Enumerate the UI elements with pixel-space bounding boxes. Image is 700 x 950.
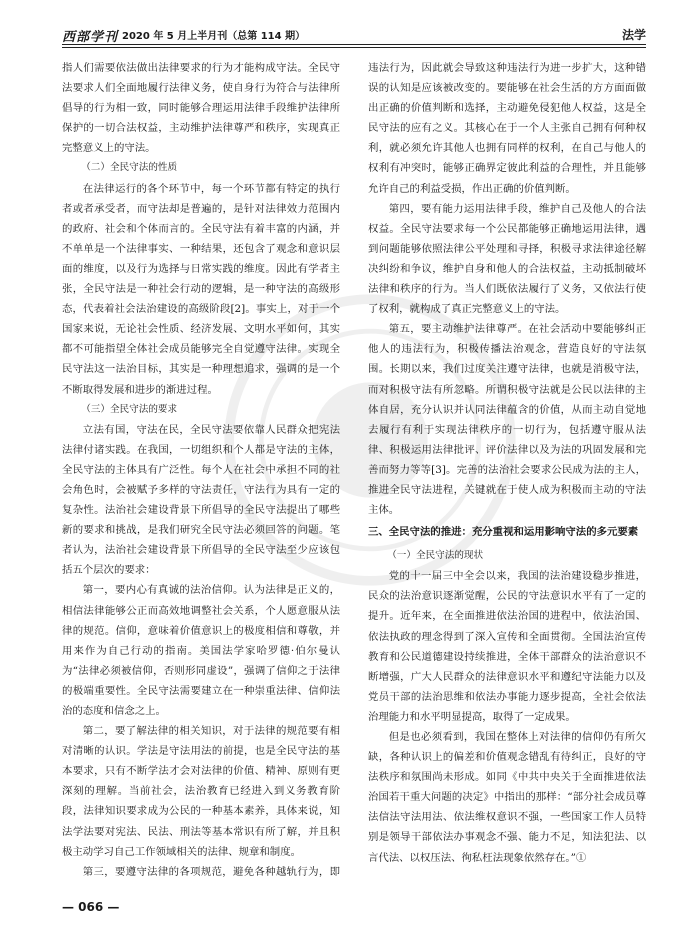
section-name: 法学 <box>621 28 646 42</box>
paragraph: 第五，要主动维护法律尊严。在社会活动中要能够纠正他人的违法行为，积极传播法治观念，营造良好的守法氛围。长期以来，我们过度关注遵守法律，也就是消极守法，而对积极守法有所忽略。所谓积极守法就是公民以法律的主体自居，充分认识并认同法律蕴含的价值，从而主动自觉地去履行有利于实现法律秩序的一切行为，包括遵守服从法律、积极运用法律批评、评价法律以及为法的巩固发展和完善而努力等等[3]。完善的法治社会要求公民成为法的主人，推进全民守法进程，关键就在于使人成为积极而主动的守法主体。 <box>368 323 646 517</box>
paragraph: 第三，要遵守法律的各项规范，避免各种越轨行为，即 <box>82 865 340 878</box>
paragraph: 立法有国，守法在民，全民守法要依靠人民群众把宪法法律付诸实践。在我国，一切组织和个人都是守法的主体，全民守法的主体具有广泛性。每个人在社会中承担不同的社会角色时，会被赋予多样的守法责任，守法行为具有一定的复杂性。法治社会建设背景下所倡导的全民守法提出了哪些新的要求和挑战，是我们研究全民守法必须回答的问题。笔者认为，法治社会建设背景下所倡导的全民守法至少应该包括五个层次的要求： <box>62 423 340 577</box>
subsection-heading: （一）全民守法的现状 <box>387 550 484 562</box>
left-column <box>62 58 340 878</box>
paragraph: 第四，要有能力运用法律手段，维护自己及他人的合法权益。全民守法要求每一个公民都能够正确地运用法律，遇到问题能够依照法律公平处理和寻择，积极寻求法律途径解决纠纷和争议，维护自身和他人的合法权益，主动抵制破坏法律和秩序的行为。当人们既依法履行了义务，又依法行使了权利，就构成了真正完整意义上的守法。 <box>368 202 646 316</box>
journal-name: 西部学刊 <box>62 30 119 45</box>
paragraph: 指人们需要依法做出法律要求的行为才能构成守法。全民守法要求人们全面地履行法律义务，使自身行为符合与法律所倡导的行为相一致，同时能够合理运用法律手段维护法律所保护的一切合法权益，主动维护法律尊严和秩序，实现真正完整意义上的守法。 <box>62 62 340 155</box>
paragraph: 但是也必须看到，我国在整体上对法律的信仰仍有所欠缺，各种认识上的偏差和价值观念错乱有待纠正，良好的守法秩序和氛围尚未形成。如同《中共中央关于全面推进依法治国若干重大问题的决定》中指出的那样：“部分社会成员尊法信法守法用法、依法维权意识不强，一些国家工作人员特别是领导干部依法办事观念不强、能力不足，知法犯法、以言代法、以权压法、徇私枉法现象依然存在。”① <box>368 731 646 864</box>
issue-info: 2020 年 5 月上半月刊（总第 114 期） <box>122 31 306 42</box>
paragraph: 违法行为，因此就会导致这种违法行为进一步扩大，这种错误的认知是应该被改变的。要能够在社会生活的方方面面做出正确的价值判断和选择，主动避免侵犯他人权益，这是全民守法的应有之义。其核心在于一个人主张自己拥有何种权利，就必须允许其他人也拥有同样的权利，在自己与他人的权利有冲突时，能够正确界定彼此利益的合理性，并且能够允许自己的利益受损，作出正确的价值判断。 <box>368 62 646 195</box>
right-column <box>368 58 646 878</box>
header-rule-thin <box>62 47 646 48</box>
paragraph: 第二，要了解法律的相关知识，对于法律的规范要有相对清晰的认识。学法是守法用法的前提，也是全民守法的基本要求，只有不断学法才会对法律的价值、精神、原则有更深刻的理解。当前社会，法治教育已经进入到义务教育阶段，法律知识要求成为公民的一种基本素养，具体来说，知法学法要对宪法、民法、刑法等基本常识有所了解，并且积极主动学习自己工作领域相关的法律、规章和制度。 <box>62 725 340 858</box>
section-heading: 三、全民守法的推进：充分重视和运用影响守法的多元要素 <box>368 526 639 539</box>
subsection-heading: （二）全民守法的性质 <box>81 162 178 174</box>
paragraph: 党的十一届三中全会以来，我国的法治建设稳步推进，民众的法治意识逐渐觉醒，公民的守法意识水平有了一定的提升。近年来，在全面推进依法治国的进程中，依法治国、依法执政的理念得到了深入宣传和全面贯彻。全国法治宣传教育和公民道德建设持续推进，全体干部群众的法治意识不断增强，广大人民群众的法律意识水平和遵纪守法能力以及党员干部的法治思维和依法办事能力逐步提高，全社会依法治理能力和水平明显提高，取得了一定成果。 <box>368 570 646 723</box>
subsection-heading: （三）全民守法的要求 <box>81 403 178 415</box>
running-header <box>62 22 646 46</box>
paragraph: 在法律运行的各个环节中，每一个环节都有特定的执行者或者承受者，而守法却是普遍的，是针对法律效力范围内的政府、社会和个体而言的。全民守法有着丰富的内涵，并不单单是一个法律事实、一种结果，还包含了观念和意识层面的维度，以及行为选择与日常实践的维度。因此有学者主张，全民守法是一种社会行动的逻辑，是一种守法的高级形态，代表着社会法治建设的高级阶段[2]。事实上，对于一个国家来说，无论社会性质、经济发展、文明水平如何，其实都不可能指望全体社会成员能够完全自觉遵守法律。实现全民守法这一法治目标，其实是一种理想追求，强调的是一个不断取得发展和进步的渐进过程。 <box>62 182 340 396</box>
header-rule <box>62 44 646 45</box>
page-number: — 066 — <box>62 900 120 914</box>
paragraph: 第一，要内心有真诚的法治信仰。认为法律是正义的，相信法律能够公正而高效地调整社会关系，个人愿意服从法律的规范。信仰，意味着价值意识上的极度相信和尊敬，并用来作为自己行动的指南。美国法学家哈罗德·伯尔曼认为“法律必须被信仰，否则形同虚设”，强调了信仰之于法律的极端重要性。全民守法需要建立在一种崇重法律、信仰法治的态度和信念之上。 <box>62 584 340 717</box>
